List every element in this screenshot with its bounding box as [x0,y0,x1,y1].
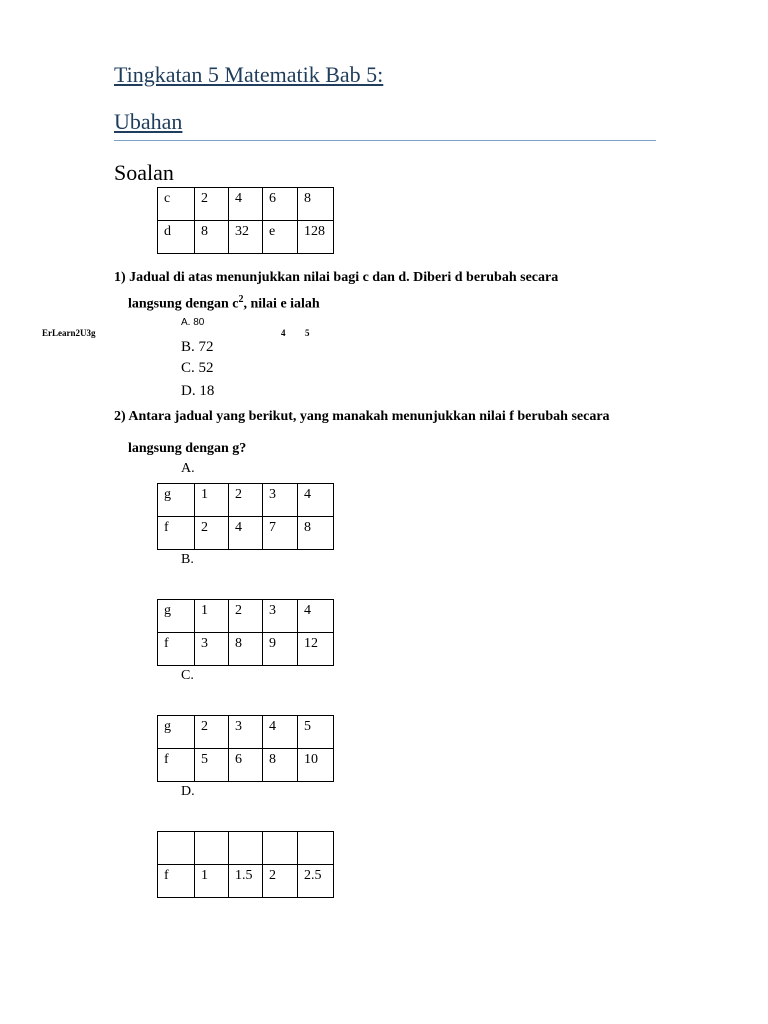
table-cell [229,832,263,865]
table-cell: 7 [263,517,298,550]
table-cell: 3 [263,600,298,633]
q2-label-d: D. [181,784,195,799]
stray-digit: 5 [305,328,310,338]
table-cell: g [158,716,195,749]
table-cell: 2 [195,517,229,550]
table-cell: 2 [195,188,229,221]
table-cell: 3 [263,484,298,517]
table-cell: d [158,221,195,254]
table-cell: 2 [263,865,298,898]
table-cell: 2 [229,484,263,517]
stray-digit: 4 [281,328,286,338]
table-cell: f [158,865,195,898]
q1-line2-prefix: langsung dengan c [128,296,239,312]
table-cell: e [263,221,298,254]
table-cell: 4 [263,716,298,749]
table-cell: 8 [195,221,229,254]
table-cell: g [158,600,195,633]
table-cell: 8 [263,749,298,782]
question-1-line-1: 1) Jadual di atas menunjukkan nilai bagi c dan d. Diberi d berubah secara [114,270,559,285]
table-cell: 3 [195,633,229,666]
table-cell: 5 [298,716,334,749]
stray-text: ErLearn2U3g [42,328,96,338]
q2-table-c [157,715,334,782]
table-cell: 8 [298,517,334,550]
table-cell: 12 [298,633,334,666]
table-cell [298,832,334,865]
table-cell: 6 [229,749,263,782]
table-cell: 10 [298,749,334,782]
q2-label-c: C. [181,668,194,683]
question-2-line-2: langsung dengan g? [128,441,247,456]
question-1-line-2 [128,294,320,313]
table-cell: 4 [229,188,263,221]
table-cell: f [158,633,195,666]
q1-exponent: 2 [238,294,244,305]
page-title: Tingkatan 5 Matematik Bab 5: [114,62,384,87]
q1-line2-suffix: , nilai e ialah [243,296,320,312]
q1-option-c: C. 52 [181,360,214,376]
table-cell: 1 [195,600,229,633]
table-cell: 4 [298,484,334,517]
table-main [157,187,334,254]
q2-label-a: A. [181,461,195,476]
table-cell: 8 [229,633,263,666]
q1-option-b: B. 72 [181,339,214,355]
title-divider [114,140,656,141]
table-cell: 4 [229,517,263,550]
table-cell: 2.5 [298,865,334,898]
q2-table-d [157,831,334,898]
table-cell [263,832,298,865]
table-cell: 128 [298,221,334,254]
q2-table-a [157,483,334,550]
q2-label-b: B. [181,552,194,567]
table-cell: g [158,484,195,517]
table-cell: 3 [229,716,263,749]
q2-table-b [157,599,334,666]
table-cell: 2 [195,716,229,749]
table-cell [158,832,195,865]
section-heading: Soalan [114,160,174,185]
table-cell: 1 [195,484,229,517]
table-cell: f [158,517,195,550]
q1-option-a: A. 80 [181,317,205,328]
table-cell: 2 [229,600,263,633]
table-cell: 4 [298,600,334,633]
q1-option-d: D. 18 [181,383,215,399]
table-cell: 32 [229,221,263,254]
table-cell: 9 [263,633,298,666]
table-cell: 8 [298,188,334,221]
table-cell: 1 [195,865,229,898]
table-cell: c [158,188,195,221]
page-subtitle: Ubahan [114,109,183,134]
table-cell: 6 [263,188,298,221]
table-cell: 1.5 [229,865,263,898]
table-cell: f [158,749,195,782]
question-2-line-1: 2) Antara jadual yang berikut, yang manakah menunjukkan nilai f berubah secara [114,409,610,424]
table-cell [195,832,229,865]
table-cell: 5 [195,749,229,782]
